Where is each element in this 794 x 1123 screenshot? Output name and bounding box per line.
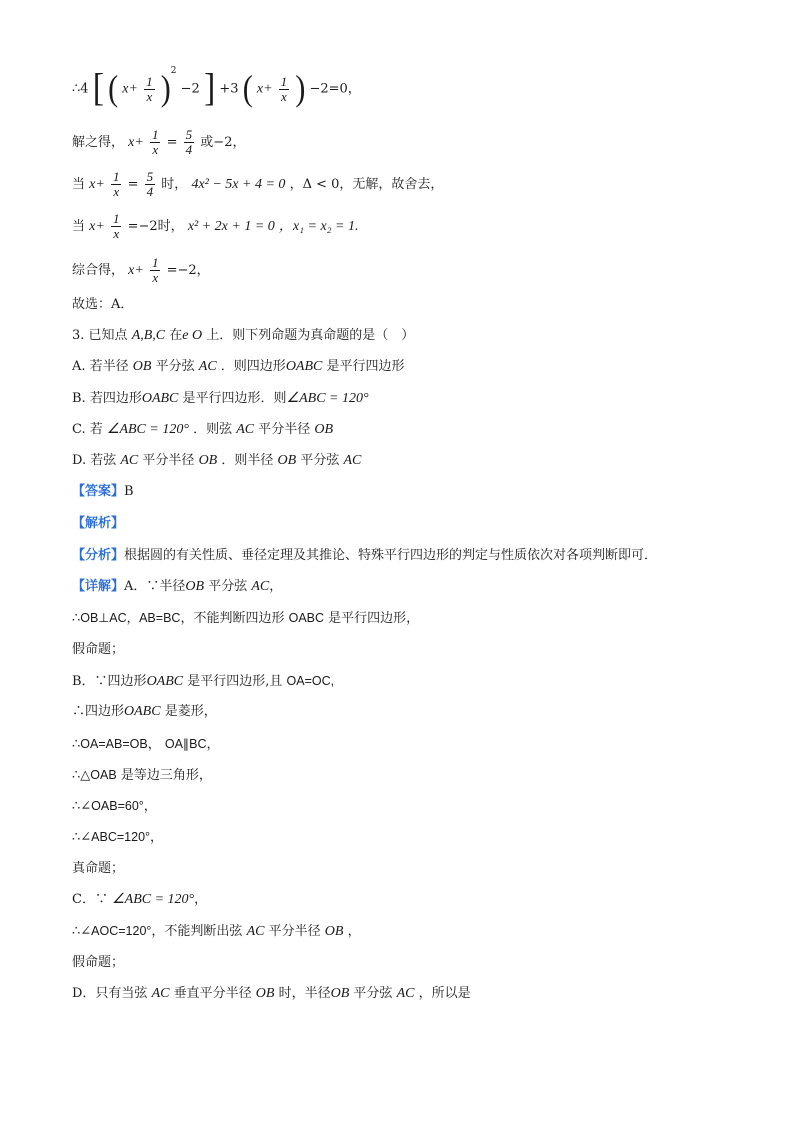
fraction [150,256,161,285]
fraction [150,128,161,157]
text: OB [277,453,297,468]
detail-c [72,891,207,909]
math: x+ [89,177,105,192]
text: 【详解】 [72,579,125,594]
text: ， [347,924,361,939]
text: ∠ABC = 120° [112,892,195,907]
detail-b-3 [72,735,220,754]
text: 1 [280,73,288,89]
text: OA=AB=OB [80,737,148,751]
text: e O [182,328,203,343]
math: x+ [256,81,273,97]
text: 平分半径 [142,453,195,468]
text: 是平行四边形,且 [187,674,283,689]
text: AC [343,453,362,468]
text: ∴ [72,737,81,752]
text: C. 若 [72,422,103,437]
text: 综合得， [72,263,125,278]
option-c [72,421,333,439]
text: ， [147,737,161,752]
text: 或−2， [200,135,246,150]
text: OB [324,924,344,939]
text: OAB [90,768,117,782]
text: ．则弦 [193,422,233,437]
text: OABC [285,359,323,374]
text: OB [314,422,334,437]
text: AC [120,453,139,468]
text: 平分半径 [268,924,321,939]
text: 平分弦 [300,453,340,468]
paren: ( [108,68,119,109]
text: 是菱形， [164,704,217,719]
text: 5 [185,127,193,142]
text: OA=OC, [286,674,335,688]
answer-tag: 【答案】 [72,484,125,499]
text: OABC [146,674,184,689]
text: 在 [169,328,183,343]
text: 时，半径 [278,986,331,1001]
text: ∴ [72,611,81,626]
text: 1 [146,73,153,89]
text: x [281,88,287,104]
text: 当 [72,219,86,234]
analysis-line [72,547,657,565]
text: OB⊥AC，AB=BC [80,611,181,625]
text: AC [396,986,415,1001]
text: ∴四边形 [72,704,125,719]
text: ，Δ < 0，无解，故舍去， [289,177,444,192]
text: OAB=60° [91,799,144,813]
text: ，所以是 [418,986,471,1001]
text: A,B,C [131,328,166,343]
text: ，不能判断四边形 [180,611,285,626]
text: = [166,135,178,150]
true-b: 真命题； [72,861,125,876]
text: ∴∠ [72,924,92,939]
text: OABC [124,704,161,719]
text: 根据圆的有关性质、垂径定理及其推论、特殊平行四边形的判定与性质依次对各项判断即可． [124,548,658,563]
text: OA∥BC [164,737,207,751]
text: AC [198,359,217,374]
text: 是平行四边形 [326,359,405,374]
fraction [279,75,290,104]
text: AOC=120° [91,924,152,938]
text: 3. 已知点 [72,328,128,343]
text: ， [150,830,164,845]
question-3 [72,327,414,345]
detail-a [72,578,282,596]
option-d [72,452,361,470]
text: 1 [112,211,120,226]
bracket: [ [92,67,105,110]
text: C．∵ [72,892,108,907]
text: OB [255,986,275,1001]
text: =−2时， [127,219,184,234]
text: D．只有当弦 [72,986,148,1001]
text: ， [269,579,283,594]
paren: ( [242,68,253,109]
text: B．∵四边形 [72,674,147,689]
line-2 [72,128,245,157]
text: 是平行四边形， [328,611,420,626]
text: ∠ABC = 120° [106,422,189,437]
line-3 [72,170,443,199]
text: 5 [146,169,154,184]
text: A. 若半径 [72,359,129,374]
detail-b-4 [72,766,212,785]
line-4 [72,212,358,241]
text: ， [194,892,208,907]
fraction [144,75,155,104]
text: 1 [112,169,120,184]
text: AC [246,924,265,939]
text: AC [151,986,170,1001]
option-b [72,390,369,408]
false-a: 假命题； [72,642,125,657]
math: x+ [128,263,144,278]
text: D. 若弦 [72,453,117,468]
math: x+ [128,135,144,150]
text: −2 [180,81,200,97]
text: 上．则下列命题为真命题的是（ ） [206,328,415,343]
text: ∴4 [72,81,89,97]
text: 平分弦 [353,986,393,1001]
text: −2=0， [309,81,361,97]
detail-b [72,672,334,691]
text: x [146,88,153,104]
detail-b-5 [72,797,157,816]
fraction [111,212,122,241]
text: x [152,270,159,285]
line-5 [72,256,210,285]
text: 1 [151,255,159,270]
text: 4 [185,142,193,157]
math: x+ [122,81,138,97]
text: x [113,184,120,199]
text: 解之得， [72,135,125,150]
text: 平分半径 [258,422,311,437]
detail-d [72,985,471,1003]
text: OABC [141,391,179,406]
text: ，不能判断出弦 [151,924,243,939]
math: ，x₁ = x₂ = 1. [278,219,359,234]
text: x [113,226,120,241]
text: 垂直平分半径 [173,986,252,1001]
text: ， [143,799,157,814]
text: 是等边三角形， [120,768,212,783]
math: 4x² − 5x + 4 = 0 [191,177,286,192]
text: OB [185,579,205,594]
text: AC [251,579,270,594]
math: x+ [89,219,105,234]
text: ∴∠ [72,799,92,814]
text: ∴△ [72,768,91,783]
math: x² + 2x + 1 = 0 [187,219,275,234]
text: 1 [151,127,159,142]
text: =−2， [166,263,210,278]
text: 时， [161,177,188,192]
text: 平分弦 [155,359,195,374]
text: A．∵半径 [124,579,186,594]
false-c: 假命题； [72,955,125,970]
exponent: 2 [170,66,177,77]
text: OB [330,986,350,1001]
text: ．则半径 [221,453,274,468]
text: ， [206,737,220,752]
answer-line [72,483,134,501]
text: ∠ABC = 120° [286,391,369,406]
text: OB [198,453,218,468]
detail-b-2 [72,703,217,721]
text: B. 若四边形 [72,391,142,406]
fraction [111,170,122,199]
answer-value: B [124,484,134,499]
paren: ) [295,68,306,109]
text: = [127,177,139,192]
text: ∴∠ [72,830,92,845]
fraction [145,170,156,199]
analysis-header [72,515,124,533]
text: 当 [72,177,86,192]
detail-b-6 [72,828,163,847]
text: 平分弦 [208,579,248,594]
option-a [72,358,405,376]
text: 4 [146,184,154,199]
text: ABC=120° [91,830,151,844]
paren: ) [160,68,171,109]
text: AC [236,422,255,437]
text: x [152,142,159,157]
text: 【解析】 [72,516,125,531]
equation-line-1 [72,66,361,110]
line-6: 故选：A． [72,297,134,312]
detail-c-2 [72,922,361,941]
text: OABC [288,611,325,625]
text: ．则四边形 [220,359,286,374]
text: 【分析】 [72,548,125,563]
detail-a-2 [72,609,419,628]
text: 是平行四边形．则 [182,391,287,406]
text: OB [132,359,152,374]
bracket: ] [203,67,216,110]
fraction [184,128,195,157]
text: +3 [219,81,239,97]
